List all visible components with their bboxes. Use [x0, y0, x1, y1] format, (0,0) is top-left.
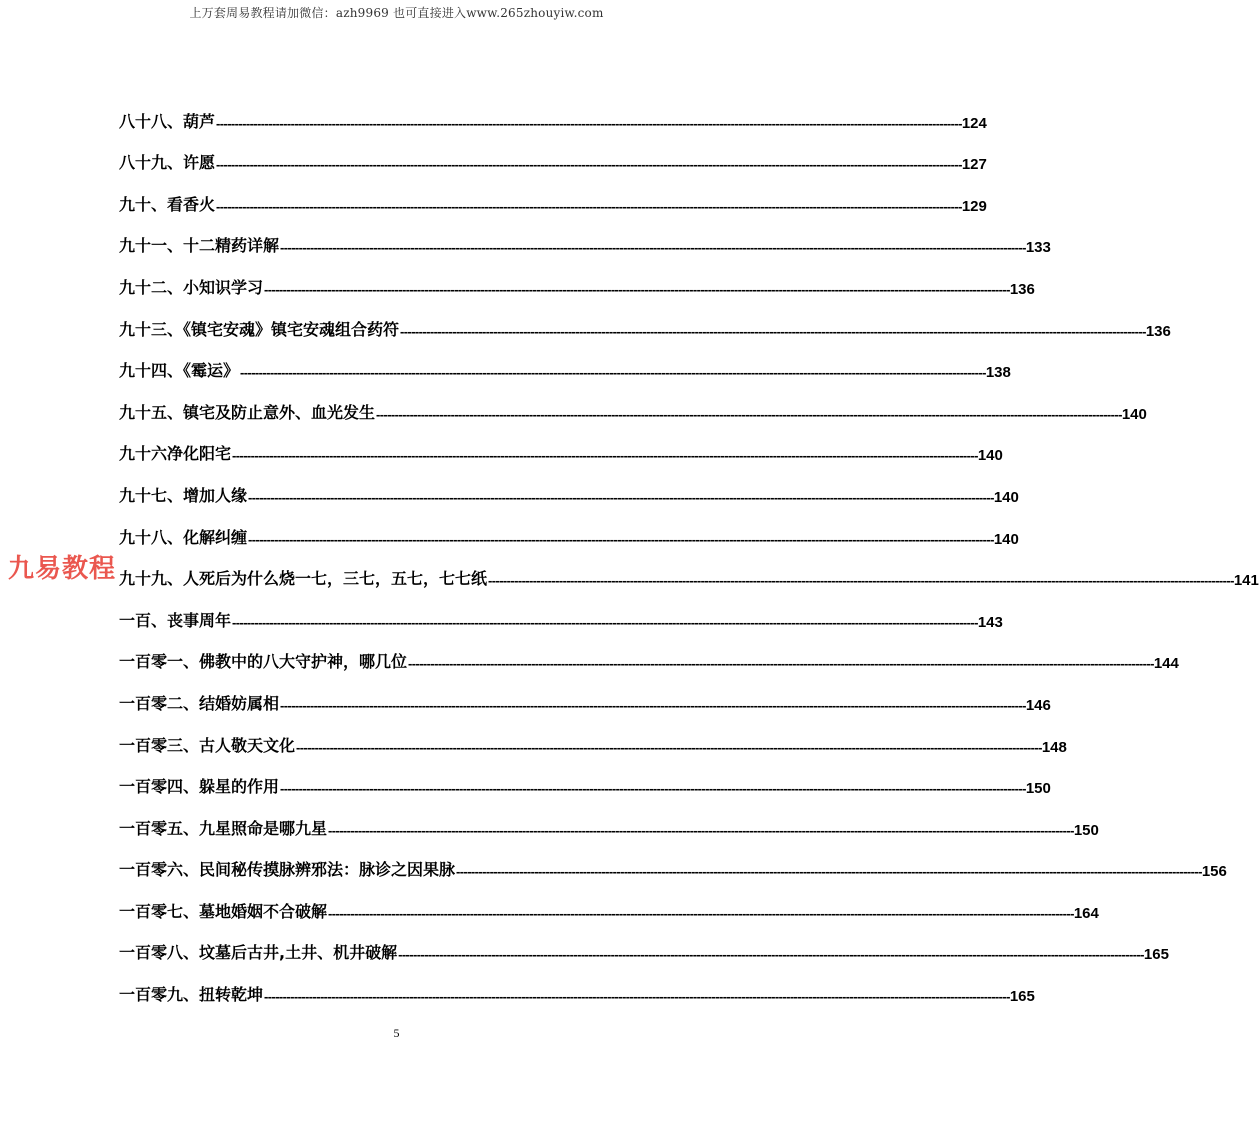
toc-leader-dashes: --------------------------------------------------------------------------------------------------------------------------------------------------------------------------------------------------------	[264, 989, 1010, 1005]
toc-entry[interactable]	[119, 478, 1019, 520]
toc-leader-dashes: --------------------------------------------------------------------------------------------------------------------------------------------------------------------------------------------------------	[376, 406, 1122, 422]
toc-leader-dashes: --------------------------------------------------------------------------------------------------------------------------------------------------------------------------------------------------------	[280, 240, 1026, 256]
toc-entry-page: 141	[1233, 572, 1259, 590]
watermark-logo: 九易教程	[8, 554, 117, 584]
toc-leader-dashes: --------------------------------------------------------------------------------------------------------------------------------------------------------------------------------------------------------	[280, 697, 1026, 713]
toc-entry-page: 148	[1041, 738, 1067, 756]
toc-entry-title: 一百零七、墓地婚姻不合破解	[119, 901, 328, 921]
toc-entry-page: 146	[1025, 696, 1051, 714]
toc-entry[interactable]	[119, 354, 1011, 396]
toc-entry[interactable]	[119, 770, 1051, 812]
toc-entry[interactable]	[119, 728, 1067, 770]
toc-entry[interactable]	[119, 853, 1227, 895]
toc-entry-page: 165	[1143, 946, 1169, 964]
toc-entry-page: 150	[1025, 780, 1051, 798]
toc-entry-page: 136	[1009, 280, 1035, 298]
toc-entry[interactable]	[119, 437, 1003, 479]
toc-leader-dashes: --------------------------------------------------------------------------------------------------------------------------------------------------------------------------------------------------------	[328, 822, 1074, 838]
page-number: 5	[393, 1026, 400, 1040]
toc-entry-title: 一百零六、民间秘传摸脉辨邪法：脉诊之因果脉	[119, 860, 456, 880]
toc-leader-dashes: --------------------------------------------------------------------------------------------------------------------------------------------------------------------------------------------------------	[296, 739, 1042, 755]
toc-entry[interactable]	[119, 520, 1019, 562]
toc-entry-page: 138	[985, 364, 1011, 382]
toc-entry[interactable]	[119, 229, 1051, 271]
toc-entry-title: 一百零三、古人敬天文化	[119, 735, 296, 755]
toc-entry-title: 九十一、十二精药详解	[119, 236, 280, 256]
toc-entry-page: 143	[977, 613, 1003, 631]
toc-entry-page: 164	[1073, 904, 1099, 922]
toc-leader-dashes: --------------------------------------------------------------------------------------------------------------------------------------------------------------------------------------------------------	[408, 656, 1154, 672]
toc-entry[interactable]	[119, 395, 1147, 437]
toc-entry[interactable]	[119, 977, 1035, 1019]
toc-entry[interactable]	[119, 894, 1099, 936]
toc-entry-title: 九十二、小知识学习	[119, 277, 264, 297]
toc-entry-page: 127	[961, 156, 987, 174]
toc-entry-page: 144	[1153, 655, 1179, 673]
toc-entry-title: 九十五、镇宅及防止意外、血光发生	[119, 402, 376, 422]
toc-entry-page: 140	[993, 488, 1019, 506]
toc-entry-page: 140	[1121, 405, 1147, 423]
toc-entry-page: 150	[1073, 821, 1099, 839]
toc-entry-title: 九十三、《镇宅安魂》镇宅安魂组合药符	[119, 319, 400, 339]
toc-entry[interactable]	[119, 811, 1099, 853]
toc-entry[interactable]	[119, 270, 1035, 312]
toc-entry[interactable]	[119, 104, 987, 146]
toc-leader-dashes: --------------------------------------------------------------------------------------------------------------------------------------------------------------------------------------------------------	[216, 157, 962, 173]
toc-entry-title: 九十六净化阳宅	[119, 444, 232, 464]
toc-entry-page: 140	[993, 530, 1019, 548]
toc-entry-page: 136	[1145, 322, 1171, 340]
toc-entry[interactable]	[119, 686, 1051, 728]
toc-entry-title: 九十八、化解纠缠	[119, 527, 248, 547]
toc-entry[interactable]	[119, 562, 1259, 604]
toc-leader-dashes: --------------------------------------------------------------------------------------------------------------------------------------------------------------------------------------------------------	[240, 365, 986, 381]
toc-leader-dashes: --------------------------------------------------------------------------------------------------------------------------------------------------------------------------------------------------------	[456, 864, 1202, 880]
toc-entry-page: 133	[1025, 239, 1051, 257]
toc-entry-title: 一百零一、佛教中的八大守护神，哪几位	[119, 652, 408, 672]
toc-leader-dashes: --------------------------------------------------------------------------------------------------------------------------------------------------------------------------------------------------------	[232, 448, 978, 464]
table-of-contents	[119, 104, 1259, 1019]
toc-leader-dashes: --------------------------------------------------------------------------------------------------------------------------------------------------------------------------------------------------------	[248, 531, 994, 547]
toc-entry[interactable]	[119, 936, 1169, 978]
toc-entry-page: 165	[1009, 988, 1035, 1006]
toc-entry-title: 九十九、人死后为什么烧一七，三七，五七，七七纸	[119, 569, 488, 589]
toc-leader-dashes: --------------------------------------------------------------------------------------------------------------------------------------------------------------------------------------------------------	[280, 781, 1026, 797]
toc-entry[interactable]	[119, 645, 1179, 687]
toc-entry-title: 九十、看香火	[119, 194, 216, 214]
toc-entry[interactable]	[119, 603, 1003, 645]
toc-entry-title: 八十九、许愿	[119, 153, 216, 173]
toc-entry[interactable]	[119, 146, 987, 188]
page-header: 上万套周易教程请加微信：azh9969 也可直接进入www.265zhouyiw.com	[189, 6, 604, 20]
toc-entry-page: 129	[961, 197, 987, 215]
toc-entry-title: 一百零五、九星照命是哪九星	[119, 818, 328, 838]
toc-entry[interactable]	[119, 187, 987, 229]
toc-entry-page: 140	[977, 447, 1003, 465]
toc-entry-title: 一百零八、坟墓后古井,土井、机井破解	[119, 943, 398, 963]
toc-entry-title: 一百零二、结婚妨属相	[119, 693, 280, 713]
toc-leader-dashes: --------------------------------------------------------------------------------------------------------------------------------------------------------------------------------------------------------	[248, 489, 994, 505]
toc-entry-title: 八十八、葫芦	[119, 111, 216, 131]
toc-leader-dashes: --------------------------------------------------------------------------------------------------------------------------------------------------------------------------------------------------------	[398, 947, 1144, 963]
toc-entry-page: 156	[1201, 863, 1227, 881]
toc-leader-dashes: --------------------------------------------------------------------------------------------------------------------------------------------------------------------------------------------------------	[216, 115, 962, 131]
toc-entry-title: 一百、丧事周年	[119, 610, 232, 630]
toc-entry-title: 九十四、《霉运》	[119, 361, 240, 381]
toc-entry[interactable]	[119, 312, 1171, 354]
toc-leader-dashes: --------------------------------------------------------------------------------------------------------------------------------------------------------------------------------------------------------	[488, 573, 1234, 589]
toc-entry-page: 124	[961, 114, 987, 132]
toc-leader-dashes: --------------------------------------------------------------------------------------------------------------------------------------------------------------------------------------------------------	[328, 905, 1074, 921]
toc-entry-title: 一百零九、扭转乾坤	[119, 985, 264, 1005]
toc-leader-dashes: --------------------------------------------------------------------------------------------------------------------------------------------------------------------------------------------------------	[264, 281, 1010, 297]
toc-leader-dashes: --------------------------------------------------------------------------------------------------------------------------------------------------------------------------------------------------------	[232, 614, 978, 630]
toc-entry-title: 九十七、增加人缘	[119, 485, 248, 505]
toc-leader-dashes: --------------------------------------------------------------------------------------------------------------------------------------------------------------------------------------------------------	[400, 323, 1146, 339]
toc-leader-dashes: --------------------------------------------------------------------------------------------------------------------------------------------------------------------------------------------------------	[216, 198, 962, 214]
toc-entry-title: 一百零四、躲星的作用	[119, 777, 280, 797]
